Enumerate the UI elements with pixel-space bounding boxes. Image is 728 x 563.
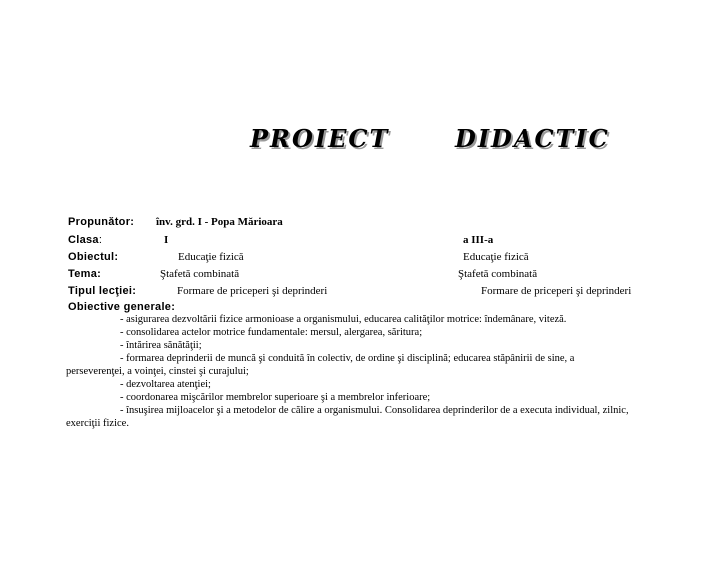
document-title: [250, 124, 610, 153]
objective-line: - formarea deprinderii de muncă şi conduită în colectiv, de ordine şi disciplină; educarea stăpânirii de sine, a: [120, 353, 575, 364]
field-value-propunator: înv. grd. I - Popa Mărioara: [156, 216, 283, 228]
field-label-tema: Tema:: [68, 268, 102, 280]
field-value-clasa-1: I: [164, 234, 169, 246]
objective-line-continuation: perseverenţei, a voinţei, cinstei şi curajului;: [66, 366, 249, 377]
title-word-didactic: DIDACTIC: [455, 124, 610, 153]
objective-line-continuation: exerciţii fizice.: [66, 418, 129, 429]
field-label-tipul-lectiei: Tipul lecţiei:: [68, 285, 137, 297]
field-value-clasa-2: a III-a: [463, 234, 494, 246]
field-value-tema-1: Ştafetă combinată: [160, 268, 240, 280]
field-value-tema-2: Ştafetă combinată: [458, 268, 538, 280]
field-value-tipul-lectiei-2: Formare de priceperi şi deprinderi: [481, 285, 632, 297]
field-label-propunator: Propunător:: [68, 216, 135, 228]
objective-line: - întărirea sănătăţii;: [120, 340, 202, 351]
field-value-tipul-lectiei-1: Formare de priceperi şi deprinderi: [177, 285, 328, 297]
field-label-clasa: Clasa:: [68, 234, 103, 246]
title-word-proiect: PROIECT: [250, 124, 390, 153]
objective-line: - asigurarea dezvoltării fizice armonioase a organismului, educarea calităţilor motrice: îndemânare, viteză.: [120, 314, 567, 325]
field-label-obiectul: Obiectul:: [68, 251, 119, 263]
field-value-obiectul-2: Educaţie fizică: [463, 251, 529, 263]
objective-line: - dezvoltarea atenţiei;: [120, 379, 211, 390]
objectives-heading: Obiective generale:: [68, 301, 176, 313]
field-value-obiectul-1: Educaţie fizică: [178, 251, 244, 263]
objective-line: - consolidarea actelor motrice fundamentale: mersul, alergarea, săritura;: [120, 327, 423, 338]
objective-line: - coordonarea mişcărilor membrelor superioare şi a membrelor inferioare;: [120, 392, 431, 403]
objective-line: - însuşirea mijloacelor şi a metodelor de călire a organismului. Consolidarea deprinderilor de a executa individual, zilnic,: [120, 405, 629, 416]
